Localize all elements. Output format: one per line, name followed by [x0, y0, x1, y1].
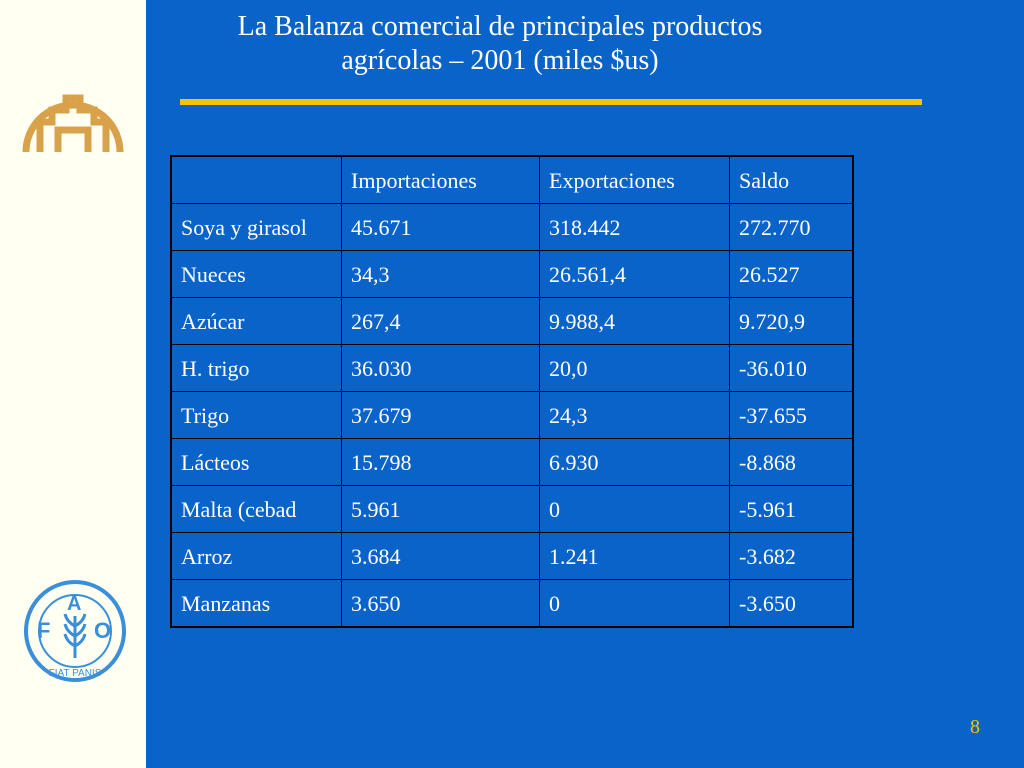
cell-exports: 9.988,4	[540, 298, 730, 345]
cell-balance: 272.770	[730, 204, 854, 251]
title-line-1: La Balanza comercial de principales productos	[237, 11, 763, 42]
cell-exports: 0	[540, 580, 730, 628]
title-underline	[180, 99, 922, 105]
cell-product: Trigo	[171, 392, 342, 439]
cell-exports: 0	[540, 486, 730, 533]
cell-imports: 34,3	[342, 251, 540, 298]
table-header-row	[171, 156, 853, 204]
andean-community-logo-icon	[18, 78, 128, 156]
table-row	[171, 486, 853, 533]
slide-title	[150, 10, 850, 78]
cell-product: H. trigo	[171, 345, 342, 392]
header-cell-product	[171, 156, 342, 204]
left-sidebar	[0, 0, 146, 768]
title-line-2: agrícolas – 2001 (miles $us)	[341, 45, 659, 76]
cell-balance: -36.010	[730, 345, 854, 392]
cell-product: Malta (cebad	[171, 486, 342, 533]
table-row	[171, 204, 853, 251]
page-number: 8	[970, 716, 980, 738]
fao-letter-f: F	[37, 618, 51, 643]
fao-motto: FIAT PANIS	[48, 668, 102, 679]
header-cell-balance: Saldo	[730, 156, 854, 204]
table-row	[171, 392, 853, 439]
cell-product: Arroz	[171, 533, 342, 580]
header-cell-exports: Exportaciones	[540, 156, 730, 204]
cell-balance: 9.720,9	[730, 298, 854, 345]
cell-balance: -8.868	[730, 439, 854, 486]
cell-product: Soya y girasol	[171, 204, 342, 251]
table-row	[171, 345, 853, 392]
cell-product: Nueces	[171, 251, 342, 298]
cell-imports: 45.671	[342, 204, 540, 251]
cell-exports: 24,3	[540, 392, 730, 439]
table-row	[171, 533, 853, 580]
fao-logo-icon	[22, 578, 128, 684]
cell-balance: -5.961	[730, 486, 854, 533]
cell-imports: 5.961	[342, 486, 540, 533]
cell-exports: 20,0	[540, 345, 730, 392]
cell-product: Lácteos	[171, 439, 342, 486]
cell-exports: 6.930	[540, 439, 730, 486]
cell-imports: 37.679	[342, 392, 540, 439]
table-row	[171, 251, 853, 298]
cell-balance: -3.650	[730, 580, 854, 628]
cell-imports: 36.030	[342, 345, 540, 392]
cell-imports: 3.684	[342, 533, 540, 580]
table-row	[171, 298, 853, 345]
cell-product: Manzanas	[171, 580, 342, 628]
table-row	[171, 580, 853, 628]
cell-balance: -37.655	[730, 392, 854, 439]
cell-imports: 267,4	[342, 298, 540, 345]
header-cell-imports: Importaciones	[342, 156, 540, 204]
cell-exports: 318.442	[540, 204, 730, 251]
cell-balance: 26.527	[730, 251, 854, 298]
cell-exports: 26.561,4	[540, 251, 730, 298]
fao-letter-a: A	[67, 593, 82, 615]
trade-balance-table	[170, 155, 854, 628]
cell-balance: -3.682	[730, 533, 854, 580]
cell-imports: 3.650	[342, 580, 540, 628]
cell-exports: 1.241	[540, 533, 730, 580]
cell-imports: 15.798	[342, 439, 540, 486]
cell-product: Azúcar	[171, 298, 342, 345]
table-row	[171, 439, 853, 486]
fao-letter-o: O	[94, 618, 112, 643]
